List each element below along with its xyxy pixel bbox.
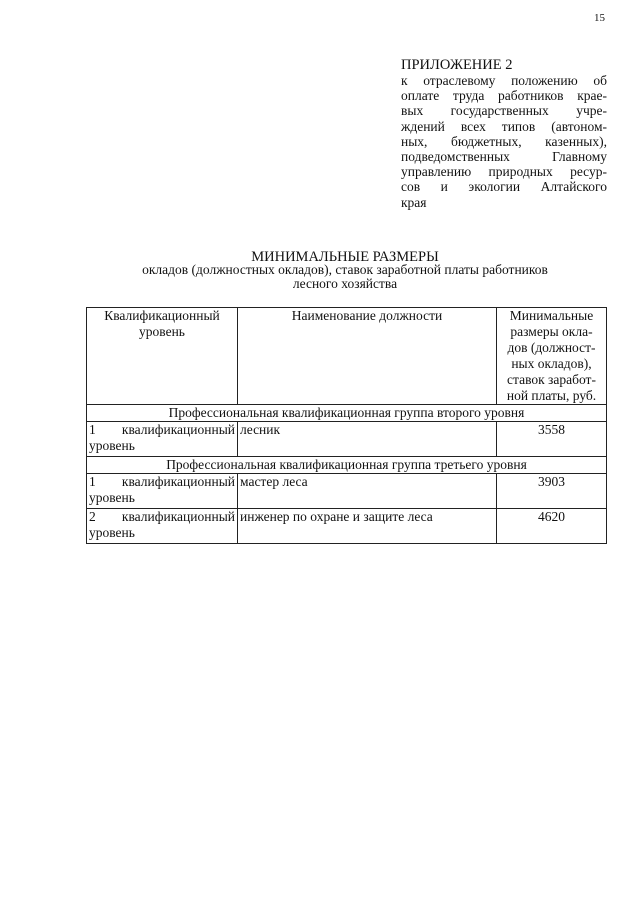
subtitle-line: окладов (должностных окладов), ставок заработной платы работников: [142, 262, 548, 277]
salary-table: [86, 307, 607, 544]
cell-salary: 3558: [497, 422, 607, 457]
group-title: Профессиональная квалификационная группа третьего уровня: [87, 457, 607, 474]
appendix-line: подведомственных Главному: [401, 149, 607, 165]
cell-salary: 4620: [497, 509, 607, 544]
appendix-line: оплате труда работников крае-: [401, 88, 607, 104]
header-level: Квалификационный уровень: [87, 308, 238, 405]
appendix-title: ПРИЛОЖЕНИЕ 2: [401, 57, 513, 73]
group-row: [87, 405, 607, 422]
appendix-line: вых государственных учре-: [401, 103, 607, 119]
subtitle-line: лесного хозяйства: [292, 276, 398, 291]
group-title: Профессиональная квалификационная группа второго уровня: [87, 405, 607, 422]
appendix-line: края: [401, 194, 427, 210]
cell-salary: 3903: [497, 474, 607, 509]
table-row: [87, 474, 607, 509]
cell-level: 1 квалификационный уровень: [87, 422, 238, 457]
appendix-line: сов и экологии Алтайского: [401, 179, 607, 195]
document-subtitle: [60, 263, 630, 291]
appendix-note: [401, 57, 607, 210]
page-number: 15: [594, 12, 605, 24]
appendix-line: к отраслевому положению об: [401, 73, 607, 88]
cell-position: инженер по охране и защите леса: [238, 509, 497, 544]
cell-position: мастер леса: [238, 474, 497, 509]
group-row: [87, 457, 607, 474]
cell-level: 2 квалификационный уровень: [87, 509, 238, 544]
table-row: [87, 422, 607, 457]
appendix-line: ных, бюджетных, казенных),: [401, 133, 607, 149]
cell-position: лесник: [238, 422, 497, 457]
document-title: МИНИМАЛЬНЫЕ РАЗМЕРЫ: [251, 249, 439, 265]
header-salary: Минимальные размеры окла- дов (должност- ных окладов), ставок заработ- ной платы, руб.: [497, 308, 607, 405]
cell-level: 1 квалификационный уровень: [87, 474, 238, 509]
appendix-line: ждений всех типов (автоном-: [401, 118, 607, 134]
table-row: [87, 509, 607, 544]
appendix-line: управлению природных ресур-: [401, 164, 607, 180]
table-header-row: [87, 308, 607, 405]
header-position: Наименование должности: [238, 308, 497, 405]
